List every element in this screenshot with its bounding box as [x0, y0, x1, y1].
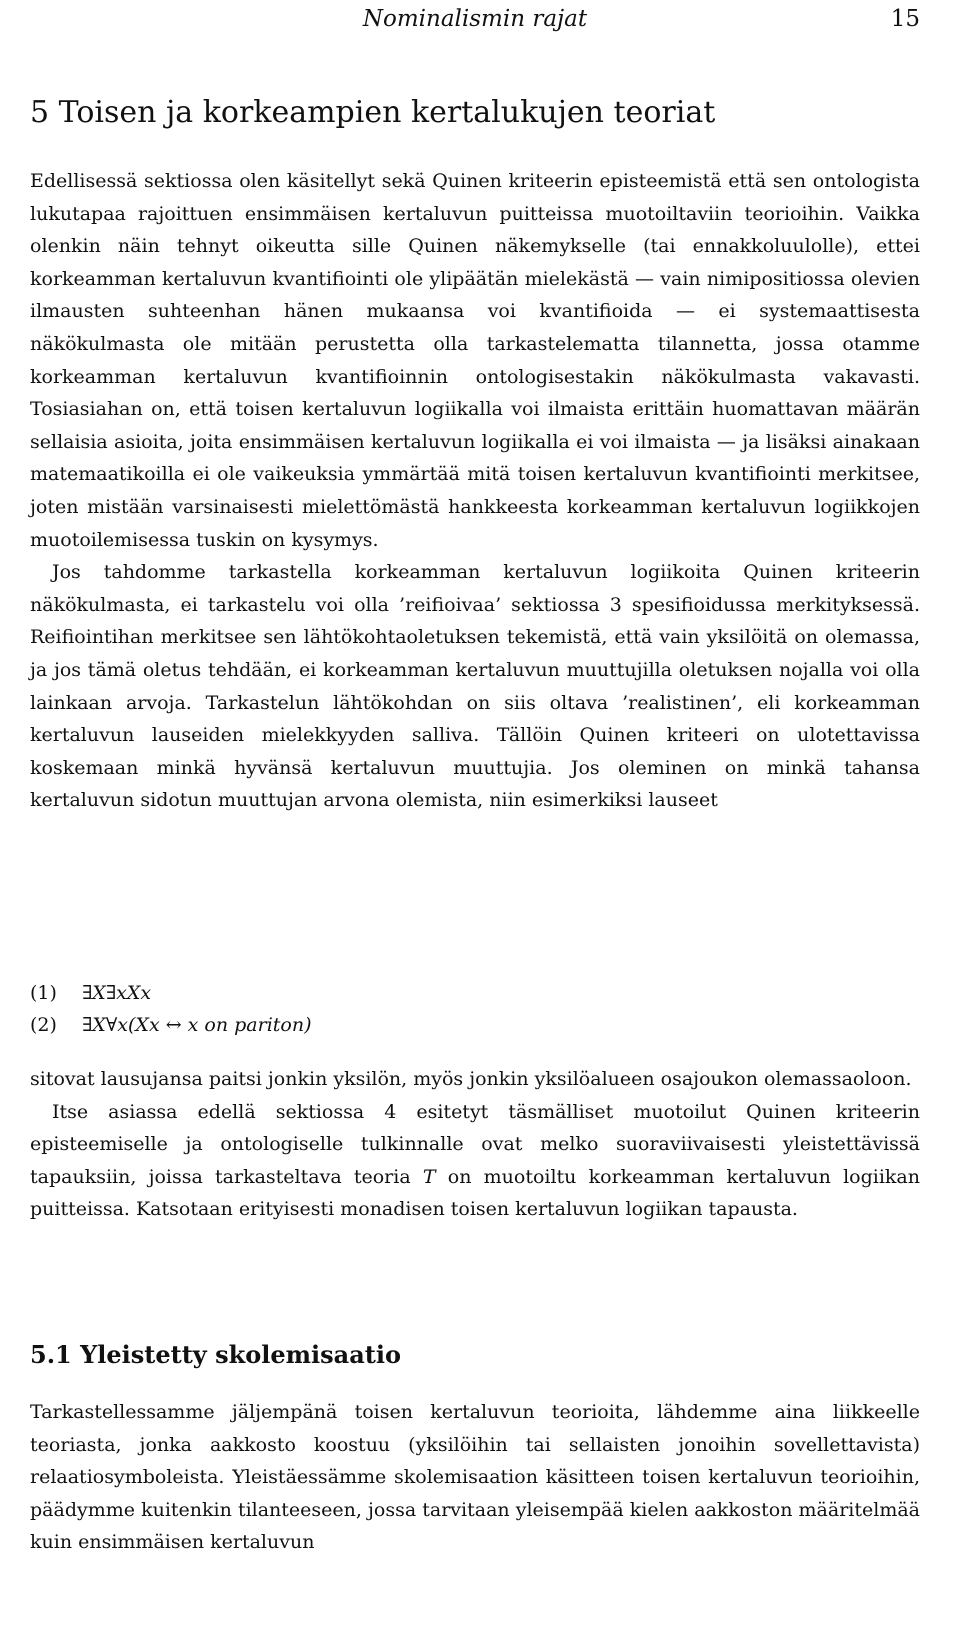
formula-list — [30, 977, 920, 1041]
paragraph-2: Jos tahdomme tarkastella korkeamman kertaluvun logiikoita Quinen kriteerin näkökulmasta, ei tarkastelu voi olla ’reifioivaa’ sektiossa 3 spesifioidussa merkityksessä. Reifiointihan merkitsee sen lähtökohtaoletuksen tekemistä, että vain yksilöitä on olemassa, ja jos tämä oletus tehdään, ei korkeamman kertaluvun muuttujilla oletuksen nojalla voi olla lainkaan arvoja. Tarkastelun lähtökohdan on siis oltava ’realistinen’, eli korkeamman kertaluvun lauseiden mielekkyyden salliva. Tällöin Quinen kriteeri on ulotettavissa koskemaan minkä hyvänsä kertaluvun muuttujia. Jos oleminen on minkä tahansa kertaluvun sidotun muuttujan arvona olemista, niin esimerkiksi lauseet — [30, 561, 920, 812]
formula-expression: ∃X∃xXx — [82, 982, 152, 1004]
paragraph-part-after: on muotoiltu korkeamman kertaluvun logiikan puitteissa. Katsotaan erityisesti monadisen toisen kertaluvun logiikan tapausta. — [30, 1165, 920, 1221]
page-number: 15 — [890, 6, 920, 32]
running-header — [30, 4, 920, 34]
paragraph-after-formulas: sitovat lausujansa paitsi jonkin yksilön, myös jonkin yksilöalueen osajoukon olemassaoloon. — [30, 1068, 912, 1090]
section-intro-text — [30, 165, 920, 817]
running-title: Nominalismin rajat — [362, 6, 588, 32]
paragraph-1: Edellisessä sektiossa olen käsitellyt sekä Quinen kriteerin episteemistä että sen ontologista lukutapaa rajoittuen ensimmäisen kertaluvun puitteissa muotoiltaviin teorioihin. Vaikka olenkin näin tehnyt oikeutta sille Quinen näkemykselle (tai ennakkoluulolle), ettei korkeamman kertaluvun kvantifiointi ole ylipäätän mielekästä — vain nimipositiossa olevien ilmausten suhteenhan hänen mukaansa voi kvantifioida — ei systemaattisesta näkökulmasta ole mitään perustetta olla tarkastelematta tilannetta, jossa otamme korkeamman kertaluvun kvantifioinnin ontologisestakin näkökulmasta vakavasti. Tosiasiahan on, että toisen kertaluvun logiikalla voi ilmaista erittäin huomattavan määrän sellaisia asioita, joita ensimmäisen kertaluvun logiikalla ei voi ilmaista — ja lisäksi ainakaan matemaatikoilla ei ole vaikeuksia ymmärtää mitä toisen kertaluvun kvantifiointi merkitsee, joten mistään varsinaisesti mielettömästä hankkeesta korkeamman kertaluvun logiikkojen muotoilemisessa tuskin on kysymys. — [30, 170, 920, 551]
formula-label: (1) — [30, 982, 57, 1004]
theory-symbol: T — [422, 1165, 436, 1188]
section-heading-text: Toisen ja korkeampien kertalukujen teoriat — [58, 95, 716, 130]
section-number: 5 — [30, 95, 50, 130]
formula-label: (2) — [30, 1014, 57, 1036]
section-title — [30, 95, 715, 130]
post-formula-text — [30, 1063, 920, 1226]
paragraph-generalization — [30, 1096, 920, 1226]
formula-row — [30, 1009, 920, 1041]
paragraph-part-before: Itse asiassa edellä sektiossa 4 esitetyt täsmälliset muotoilut Quinen kriteerin episteemiselle ja ontologiselle tulkinnalle ovat melko suoraviivaisesti yleistettävissä tapauksiin, joissa tarkasteltava teoria — [30, 1100, 920, 1188]
subsection-paragraph: Tarkastellessamme jäljempänä toisen kertaluvun teorioita, lähdemme aina liikkeelle teoriasta, jonka aakkosto koostuu (yksilöihin tai sellaisten jonoihin sovellettavista) relaatiosymboleista. Yleistäessämme skolemisaation käsitteen toisen kertaluvun teorioihin, päädymme kuitenkin tilanteeseen, jossa tarvitaan yleisempää kielen aakkoston määritelmää kuin ensimmäisen kertaluvun — [30, 1401, 920, 1554]
formula-expression: ∃X∀x(Xx ↔ x on pariton) — [82, 1014, 312, 1036]
subsection-text — [30, 1396, 920, 1559]
subsection-number: 5.1 — [30, 1340, 72, 1369]
formula-row — [30, 977, 920, 1009]
subsection-title — [30, 1340, 401, 1369]
subsection-heading-text: Yleistetty skolemisaatio — [80, 1340, 401, 1369]
